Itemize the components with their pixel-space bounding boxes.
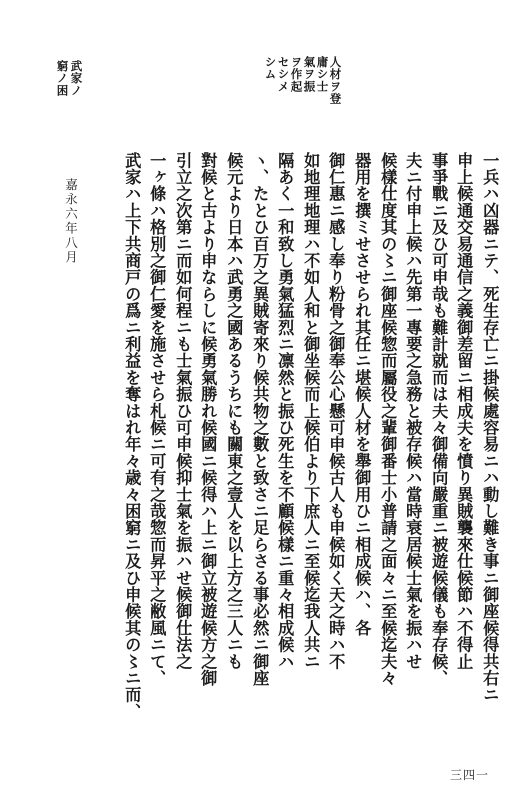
text-column-9: 隔あく一和致し勇氣猛烈ニ凛然と振ひ死生を不顧候樣ニ重々相成候ハ (275, 152, 295, 670)
text-column-2: 申上候通交易通信之義御差留ニ相成夫を憤り異賊襲來仕候節ハ不得止 (454, 152, 474, 670)
text-column-6: 器用を撰ミせさせられ其任ニ堪候人材を舉御用ひニ相成候ハ、各 (352, 152, 372, 637)
text-column-4: 夫ニ付申上候ハ先第一專要之急務と被存候ハ當時衰居候士氣を振ハせ (403, 152, 423, 670)
text-column-8: 如地理地理ハ不如人和と御坐候而上候伯より下庶人ニ至候迄我人共ニ (301, 152, 321, 670)
margin-note-right-4: ヲ作起 (289, 56, 304, 93)
text-column-11: 候元より日本ハ武勇之國あるうちにも關東之壹人を以上方之三人ニも (224, 152, 244, 670)
margin-note-right-2: 庸シ士 (315, 56, 330, 93)
text-column-13: 引立之次第ニ而如何程ニも士氣振ひ可申候抑士氣を振ハせ候御仕法之 (173, 152, 193, 670)
text-column-5: 候樣仕度其の〻ニ御座候惣而屬役之輩御番士小普請之面々ニ至候迄夫々 (378, 152, 398, 687)
margin-note-right-5: セシメ (276, 56, 291, 93)
text-column-3: 事爭戰ニ及ひ可申哉も難計就而は夫々御備向嚴重ニ被遊候儀も奉存候、 (429, 152, 449, 687)
margin-note-right-6: シム (263, 56, 278, 81)
text-column-7: 御仁惠ニ感し奉り粉骨之御奉公心懸可申候古人も申候如く天之時ハ不 (326, 152, 346, 670)
margin-note-left-1: 武家ノ (69, 60, 84, 97)
text-column-10: ヽ、たとひ百万之異賊寄來り候共物之數と致さニ足らさる事必然ニ御座 (250, 152, 270, 687)
document-date: 嘉永六年八月 (63, 178, 79, 265)
text-column-15: 武家ハ上下共商戸の爲ニ利益を奪はれ年々歳々困窮ニ及ひ申候其の〻ニ而、 (122, 152, 142, 720)
margin-note-right-3: 氣ヲ振 (302, 56, 317, 93)
text-column-12: 對候と古より申ならしに候勇氣勝れ候國ニ候得ハ上ニ御立被遊候方之御 (198, 152, 218, 687)
text-column-1: 一兵ハ凶器ニテ、死生存亡ニ掛候處容易ニハ動し難き事ニ御座候得共右ニ (480, 152, 500, 704)
margin-note-left-2: 窮ノ困 (55, 60, 70, 97)
page-number: 三四一 (450, 768, 490, 782)
margin-note-right-1: 人材ヲ登 (328, 56, 343, 105)
text-column-14: 一ヶ條ハ格別之御仁愛を施させら札候ニ可有之哉惣而昇平之敝風ニて、 (147, 152, 167, 687)
